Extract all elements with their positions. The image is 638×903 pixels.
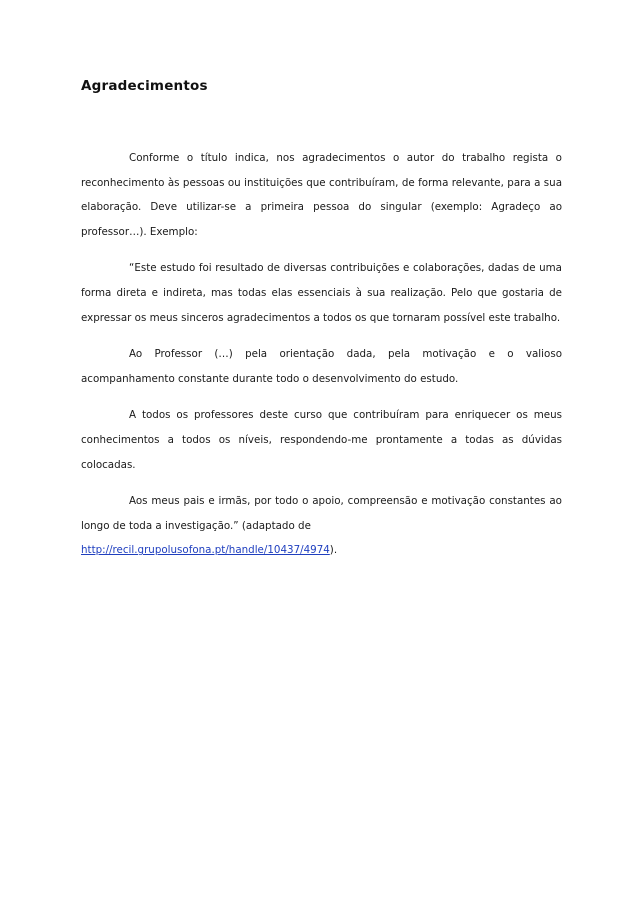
paragraph-teachers: A todos os professores deste curso que contribuíram para enriquecer os meus conhecimentos a todos os níveis, respondendo-me prontamente a todas as dúvidas colocadas. [81,409,562,471]
paragraph-professor: Ao Professor (…) pela orientação dada, pela motivação e o valioso acompanhamento constante durante todo o desenvolvimento do estudo. [81,348,562,385]
paragraph-quote-start: “Este estudo foi resultado de diversas contribuições e colaborações, dadas de uma forma direta e indireta, mas todas elas essenciais à sua realização. Pelo que gostaria de expressar os meus sinceros agradecimentos a todos os que tornaram possível este trabalho. [81,262,562,324]
document-body [81,146,562,575]
source-suffix: ). [329,544,338,557]
source-link[interactable]: http://recil.grupolusofona.pt/handle/10437/4974 [81,544,330,557]
paragraph-intro: Conforme o título indica, nos agradecimentos o autor do trabalho regista o reconhecimento às pessoas ou instituições que contribuíram, de forma relevante, para a sua elaboração. Deve utilizar-se a primeira pessoa do singular (exemplo: Agradeço ao professor…). Exemplo: [81,152,562,238]
source-line [81,538,562,563]
paragraph-family-text: Aos meus pais e irmãs, por todo o apoio, compreensão e motivação constantes ao longo de toda a investigação.” (adaptado de [81,495,562,532]
page-title: Agradecimentos [81,78,208,94]
paragraph-family [81,489,562,563]
